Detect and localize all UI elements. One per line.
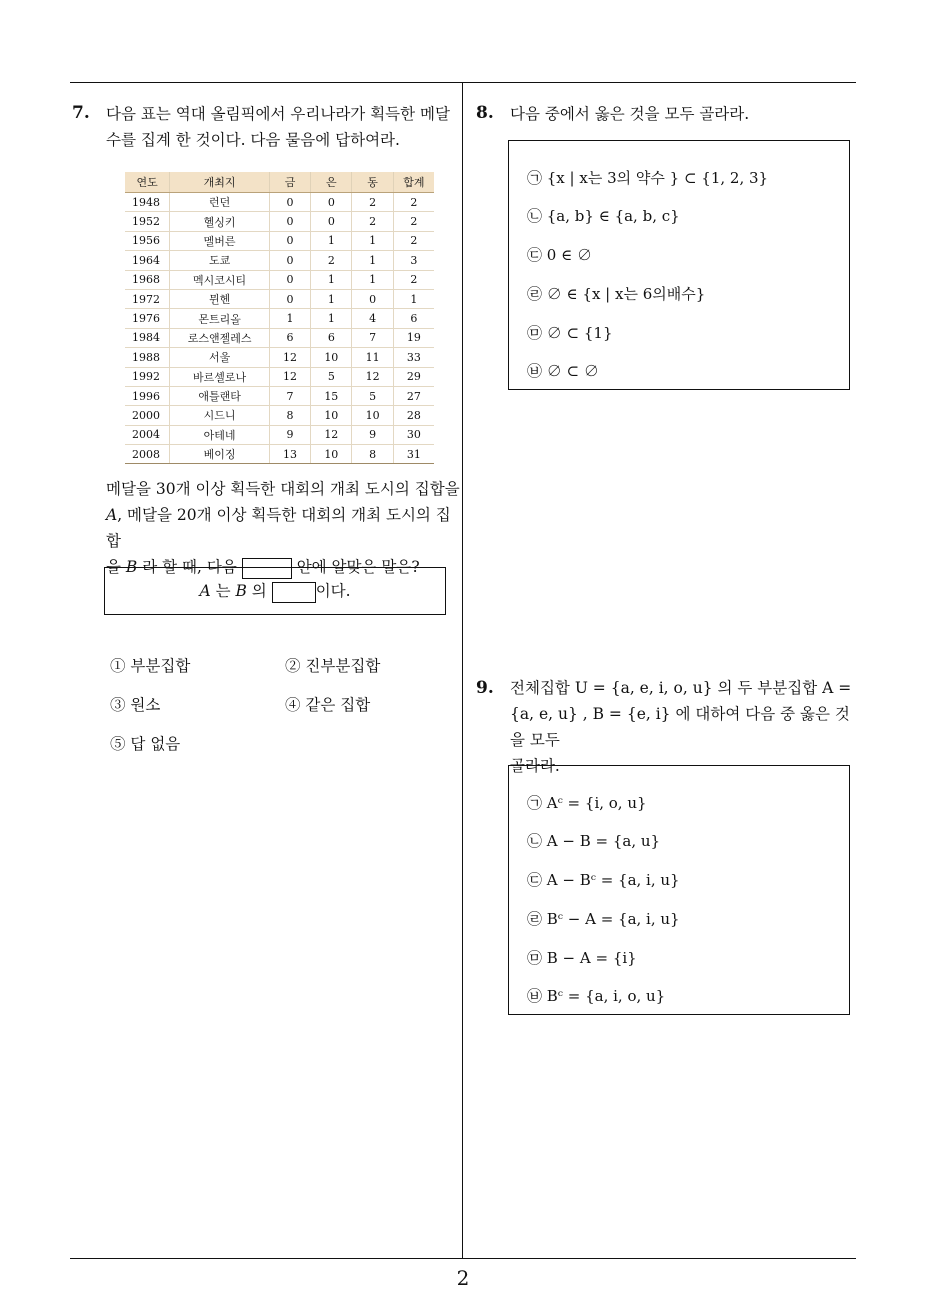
bottom-rule: [70, 1258, 856, 1259]
table-cell: 0: [311, 212, 352, 231]
table-cell: 19: [393, 328, 434, 347]
q9-intro: [510, 675, 860, 779]
table-cell: 11: [352, 348, 393, 367]
table-cell: 2: [393, 231, 434, 250]
table-cell: 9: [269, 425, 310, 444]
q8-item-2[interactable]: ㉡ {a, b} ∈ {a, b, c}: [527, 207, 680, 225]
table-cell: 애틀랜타: [170, 386, 270, 405]
table-cell: 몬트리올: [170, 309, 270, 328]
q9-item-1[interactable]: ㉠ Aᶜ = {i, o, u}: [527, 794, 647, 812]
table-row: [125, 289, 434, 308]
table-cell: 10: [352, 406, 393, 425]
table-cell: 서울: [170, 348, 270, 367]
q8-item-1[interactable]: ㉠ {x | x는 3의 약수 } ⊂ {1, 2, 3}: [527, 169, 769, 187]
table-cell: 12: [352, 367, 393, 386]
medal-table: [125, 172, 434, 464]
table-cell: 아테네: [170, 425, 270, 444]
q7-intro-line2: 수를 집계 한 것이다. 다음 물음에 답하여라.: [106, 131, 400, 149]
q9-intro-line1: 전체집합 U = {a, e, i, o, u} 의 두 부분집합 A =: [510, 679, 852, 697]
table-row: [125, 251, 434, 270]
table-row: [125, 193, 434, 212]
q7-cond-line2: [106, 502, 462, 554]
table-row: [125, 406, 434, 425]
table-cell: 8: [352, 445, 393, 464]
table-cell: 5: [352, 386, 393, 405]
top-rule: [70, 82, 856, 83]
q7-cond-line3-b: 라 할 때, 다음: [137, 558, 237, 576]
table-cell: 15: [311, 386, 352, 405]
table-cell: 1968: [125, 270, 170, 289]
table-row: [125, 425, 434, 444]
table-header-cell: 은: [311, 172, 352, 193]
table-cell: 1: [393, 289, 434, 308]
choice-3[interactable]: ③ 원소: [110, 696, 161, 714]
statement-text-b: 의: [246, 582, 272, 600]
table-cell: 1: [311, 289, 352, 308]
table-cell: 도쿄: [170, 251, 270, 270]
table-row: [125, 386, 434, 405]
column-divider: [462, 83, 463, 1259]
table-cell: 1: [269, 309, 310, 328]
table-cell: 0: [269, 270, 310, 289]
medal-table-body: [125, 193, 434, 464]
table-cell: 0: [352, 289, 393, 308]
table-cell: 0: [269, 212, 310, 231]
table-row: [125, 270, 434, 289]
table-cell: 1: [311, 270, 352, 289]
table-row: [125, 231, 434, 250]
table-row: [125, 348, 434, 367]
table-cell: 13: [269, 445, 310, 464]
table-row: [125, 328, 434, 347]
table-cell: 멜버른: [170, 231, 270, 250]
table-cell: 바르셀로나: [170, 367, 270, 386]
table-cell: 0: [269, 231, 310, 250]
table-cell: 4: [352, 309, 393, 328]
table-cell: 1956: [125, 231, 170, 250]
q9-item-4[interactable]: ㉣ Bᶜ − A = {a, i, u}: [527, 910, 680, 928]
table-cell: 31: [393, 445, 434, 464]
table-cell: 12: [311, 425, 352, 444]
table-cell: 12: [269, 348, 310, 367]
table-cell: 9: [352, 425, 393, 444]
table-header-cell: 합계: [393, 172, 434, 193]
choice-5[interactable]: ⑤ 답 없음: [110, 735, 181, 753]
q9-intro-line3: 골라라.: [510, 757, 560, 775]
table-cell: 2000: [125, 406, 170, 425]
choice-4[interactable]: ④ 같은 집합: [285, 696, 371, 714]
table-header-cell: 금: [269, 172, 310, 193]
choice-1[interactable]: ① 부분집합: [110, 657, 191, 675]
q9-item-6[interactable]: ㉥ Bᶜ = {a, i, o, u}: [527, 987, 666, 1005]
var-b: B: [125, 558, 138, 576]
table-cell: 7: [352, 328, 393, 347]
table-cell: 3: [393, 251, 434, 270]
table-header-row: [125, 172, 434, 193]
statement-text-a: 는: [210, 582, 236, 600]
table-row: [125, 309, 434, 328]
statement-text-c: 이다.: [315, 582, 351, 600]
table-cell: 1964: [125, 251, 170, 270]
table-cell: 29: [393, 367, 434, 386]
table-cell: 10: [311, 445, 352, 464]
table-cell: 12: [269, 367, 310, 386]
table-cell: 베이징: [170, 445, 270, 464]
q7-number: 7.: [72, 103, 90, 123]
table-cell: 10: [311, 406, 352, 425]
page-number: 2: [456, 1266, 470, 1290]
table-cell: 6: [311, 328, 352, 347]
q7-statement-box: [104, 567, 446, 615]
table-cell: 1972: [125, 289, 170, 308]
q8-item-3[interactable]: ㉢ 0 ∈ ∅: [527, 246, 592, 264]
table-cell: 헬싱키: [170, 212, 270, 231]
table-header-cell: 연도: [125, 172, 170, 193]
q7-cond-line1: 메달을 30개 이상 획득한 대회의 개최 도시의 집합을: [106, 480, 460, 498]
table-cell: 1996: [125, 386, 170, 405]
table-cell: 6: [269, 328, 310, 347]
q9-item-3[interactable]: ㉢ A − Bᶜ = {a, i, u}: [527, 871, 680, 889]
q9-number: 9.: [476, 678, 494, 698]
var-b: B: [235, 582, 247, 600]
q9-items-box: [508, 765, 850, 1015]
table-cell: 2: [393, 212, 434, 231]
table-cell: 1: [352, 231, 393, 250]
table-cell: 1948: [125, 193, 170, 212]
q7-statement: [105, 568, 445, 614]
q7-cond-line2-text: , 메달을 20개 이상 획득한 대회의 개최 도시의 집합: [106, 506, 451, 550]
table-cell: 2: [352, 193, 393, 212]
table-row: [125, 212, 434, 231]
q7-condition: [106, 476, 462, 580]
var-a: A: [106, 506, 118, 524]
table-cell: 1: [311, 309, 352, 328]
q8-items-box: [508, 140, 850, 390]
table-cell: 27: [393, 386, 434, 405]
q9-intro-line2: {a, e, u} , B = {e, i} 에 대하여 다음 중 옳은 것을 모두: [510, 705, 850, 749]
table-cell: 1976: [125, 309, 170, 328]
table-cell: 1988: [125, 348, 170, 367]
table-cell: 2: [311, 251, 352, 270]
table-cell: 1: [311, 231, 352, 250]
q8-item-4[interactable]: ㉣ ∅ ∈ {x | x는 6의배수}: [527, 285, 706, 303]
table-cell: 2004: [125, 425, 170, 444]
table-cell: 28: [393, 406, 434, 425]
table-cell: 8: [269, 406, 310, 425]
table-cell: 1992: [125, 367, 170, 386]
table-cell: 뮌헨: [170, 289, 270, 308]
q8-intro: 다음 중에서 옳은 것을 모두 골라라.: [510, 105, 750, 123]
table-cell: 멕시코시티: [170, 270, 270, 289]
table-cell: 33: [393, 348, 434, 367]
var-a: A: [199, 582, 211, 600]
table-cell: 2: [393, 193, 434, 212]
blank-box: [272, 582, 316, 603]
table-cell: 0: [269, 289, 310, 308]
table-cell: 30: [393, 425, 434, 444]
table-cell: 0: [311, 193, 352, 212]
q7-cond-line3-a: 을: [106, 558, 126, 576]
q8-number: 8.: [476, 103, 494, 123]
table-header-cell: 동: [352, 172, 393, 193]
table-cell: 1: [352, 270, 393, 289]
q8-item-6[interactable]: ㉥ ∅ ⊂ ∅: [527, 362, 599, 380]
table-cell: 0: [269, 193, 310, 212]
table-cell: 0: [269, 251, 310, 270]
q7-intro-line1: 다음 표는 역대 올림픽에서 우리나라가 획득한 메달: [106, 105, 450, 123]
q9-item-5[interactable]: ㉤ B − A = {i}: [527, 949, 637, 967]
table-cell: 1: [352, 251, 393, 270]
table-cell: 10: [311, 348, 352, 367]
table-row: [125, 445, 434, 464]
table-cell: 런던: [170, 193, 270, 212]
table-header-cell: 개최지: [170, 172, 270, 193]
table-row: [125, 367, 434, 386]
table-cell: 1984: [125, 328, 170, 347]
table-cell: 1952: [125, 212, 170, 231]
table-cell: 2: [393, 270, 434, 289]
q9-item-2[interactable]: ㉡ A − B = {a, u}: [527, 832, 661, 850]
table-cell: 로스앤젤레스: [170, 328, 270, 347]
table-cell: 6: [393, 309, 434, 328]
table-cell: 2: [352, 212, 393, 231]
q8-item-5[interactable]: ㉤ ∅ ⊂ {1}: [527, 324, 613, 342]
q7-cond-line3-c: 안에 알맞은 말은?: [296, 558, 420, 576]
table-cell: 시드니: [170, 406, 270, 425]
q7-intro: [106, 101, 456, 153]
table-cell: 5: [311, 367, 352, 386]
table-cell: 2008: [125, 445, 170, 464]
choice-2[interactable]: ② 진부분집합: [285, 657, 381, 675]
table-cell: 7: [269, 386, 310, 405]
